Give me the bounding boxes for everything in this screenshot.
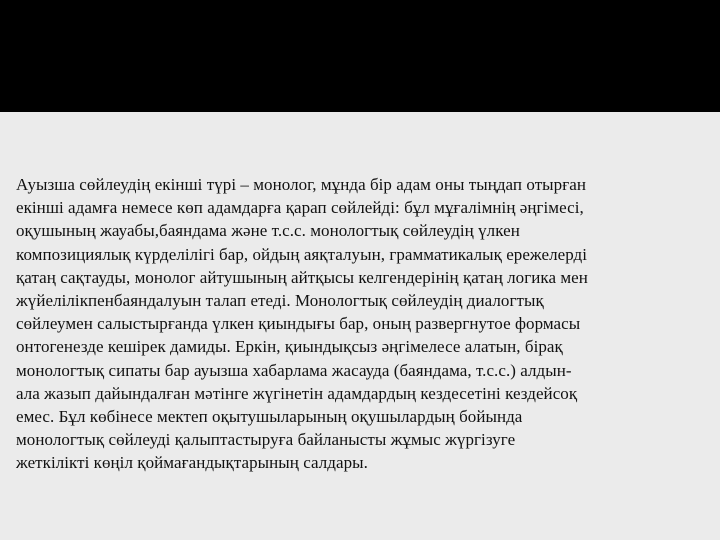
body-paragraph xyxy=(16,173,706,475)
body-line: композициялық күрделілігі бар, ойдың аяқталуын, грамматикалық ережелерді xyxy=(16,244,588,264)
body-line: екінші адамға немесе көп адамдарға қарап сөйлейді: бұл мұғалімнің әңгімесі, xyxy=(16,198,584,218)
body-line: емес. Бұл көбінесе мектеп оқытушыларының оқушылардың бойында xyxy=(16,407,523,427)
body-line: жеткілікті көңіл қоймағандықтарының салдары. xyxy=(16,453,368,473)
body-line: Ауызша сөйлеудің екінші түрі – монолог, мұнда бір адам оны тыңдап отырған xyxy=(16,175,586,194)
body-line: монологтық сипаты бар ауызша хабарлама жасауда (баяндама, т.с.с.) алдын- xyxy=(16,360,572,380)
body-line: онтогенезде кешірек дамиды. Еркін, қиындықсыз әңгімелесе алатын, бірақ xyxy=(16,337,563,357)
body-line: оқушының жауабы,баяндама және т.с.с. монологтық сөйлеудің үлкен xyxy=(16,221,520,241)
slide-title-band xyxy=(0,0,720,112)
body-line: қатаң сақтауды, монолог айтушының айтқысы келгендерінің қатаң логика мен xyxy=(16,267,588,287)
body-line: ала жазып дайындалған мәтінге жүгінетін адамдардың кездесетіні кездейсоқ xyxy=(16,383,578,403)
body-line: сөйлеумен салыстырғанда үлкен қиындығы бар, оның развергнутое формасы xyxy=(16,314,581,334)
body-line: монологтық сөйлеуді қалыптастыруға байланысты жұмыс жүргізуге xyxy=(16,430,516,450)
body-line: жүйелілікпенбаяндалуын талап етеді. Монологтық сөйлеудің диалогтық xyxy=(16,291,544,311)
